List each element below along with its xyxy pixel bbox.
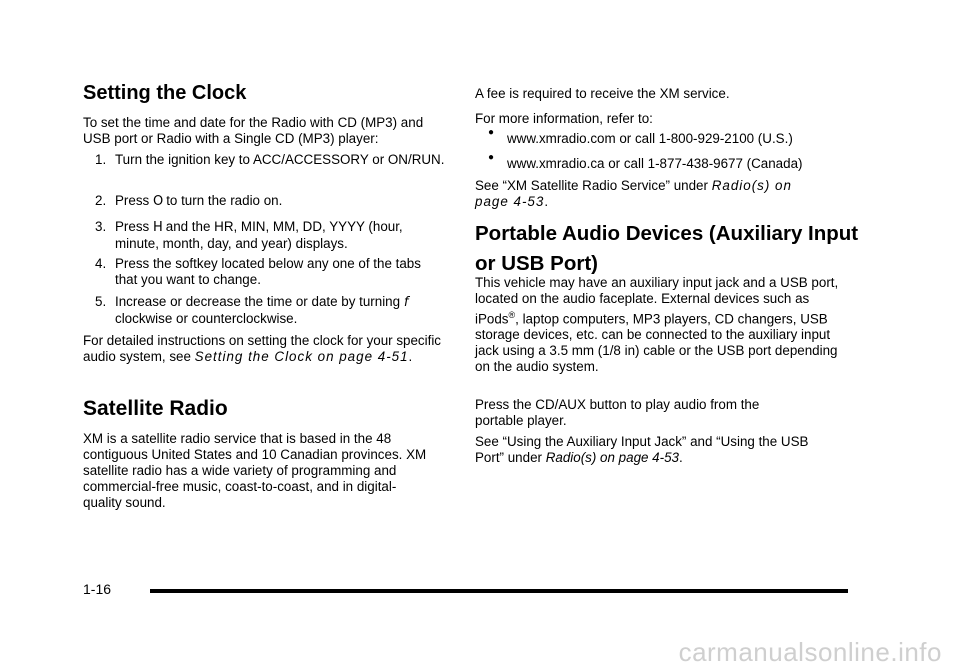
power-icon: O xyxy=(152,194,164,209)
portable-press-text: Press the CD/AUX button to play audio from the portable player. xyxy=(475,397,760,428)
more-info-text: For more information, refer to: xyxy=(475,111,653,126)
portable-see-reference: See “Using the Auxiliary Input Jack” and “Using the USB Port” under Radio(s) on page 4-53. xyxy=(475,434,809,465)
page-number: 1-16 xyxy=(83,581,112,597)
xm-see-reference: See “XM Satellite Radio Service” under Radio(s) on page 4-53. xyxy=(475,178,792,209)
portable-body: This vehicle may have an auxiliary input jack and a USB port, located on the audio faceplate. External devices such as iPods®, laptop computers, MP3 players, CD changers, USB storage devices, etc. can be connected to the auxiliary input jack using a 3.5 mm (1/8 in) cable or the USB port depending on the audio system. xyxy=(475,275,839,375)
clock-button-icon: H xyxy=(152,220,163,235)
clock-detail-paragraph: For detailed instructions on setting the clock for your specific audio system, see Setting the Clock on page 4-51. xyxy=(83,333,441,364)
section-heading-portable-audio: Portable Audio Devices (Auxiliary Input or USB Port) xyxy=(475,222,859,275)
bullet-icon: ● xyxy=(488,127,495,138)
step-text: Press the softkey located below any one of the tabs that you want to change. xyxy=(115,256,421,287)
xm-fee-text: A fee is required to receive the XM service. xyxy=(475,86,730,101)
step-number: 3. xyxy=(95,219,107,234)
step-text: Press O to turn the radio on. xyxy=(115,193,283,209)
step-number: 5. xyxy=(95,294,107,309)
section-heading-satellite-radio: Satellite Radio xyxy=(83,397,228,420)
step-text: Press H and the HR, MIN, MM, DD, YYYY (hour, minute, month, day, and year) displays. xyxy=(115,219,403,251)
tune-knob-icon: f xyxy=(403,295,409,310)
bullet-icon: ● xyxy=(488,152,495,163)
footer-rule xyxy=(150,589,848,593)
clock-intro: To set the time and date for the Radio with CD (MP3) and USB port or Radio with a Single CD (MP3) player: xyxy=(83,115,424,146)
watermark: carmanualsonline.info xyxy=(678,637,942,667)
clock-page-reference[interactable]: Setting the Clock on page 4-51 xyxy=(194,349,409,364)
satellite-body: XM is a satellite radio service that is based in the 48 contiguous United States and 10 Canadian provinces. XM satellite radio has a wide variety of programming and commercial-free music, coast-to-coast, and in digital-quality sound. xyxy=(83,431,427,510)
xm-page-reference[interactable]: Radio(s) on page 4-53 xyxy=(475,178,792,209)
step-text: Turn the ignition key to ACC/ACCESSORY or ON/RUN. xyxy=(115,152,445,167)
section-heading-setting-the-clock: Setting the Clock xyxy=(83,82,247,104)
step-number: 1. xyxy=(95,152,107,167)
step-number: 2. xyxy=(95,193,107,208)
portable-page-reference[interactable]: Radio(s) on page 4-53 xyxy=(545,450,679,465)
step-text: Increase or decrease the time or date by turning fclockwise or counterclockwise. xyxy=(115,294,409,326)
step-number: 4. xyxy=(95,256,107,271)
xm-contact-canada-text[interactable]: www.xmradio.ca or call 1-877-438-9677 (Canada) xyxy=(507,156,803,171)
xm-contact-us-text[interactable]: www.xmradio.com or call 1-800-929-2100 (U.S.) xyxy=(507,131,793,146)
